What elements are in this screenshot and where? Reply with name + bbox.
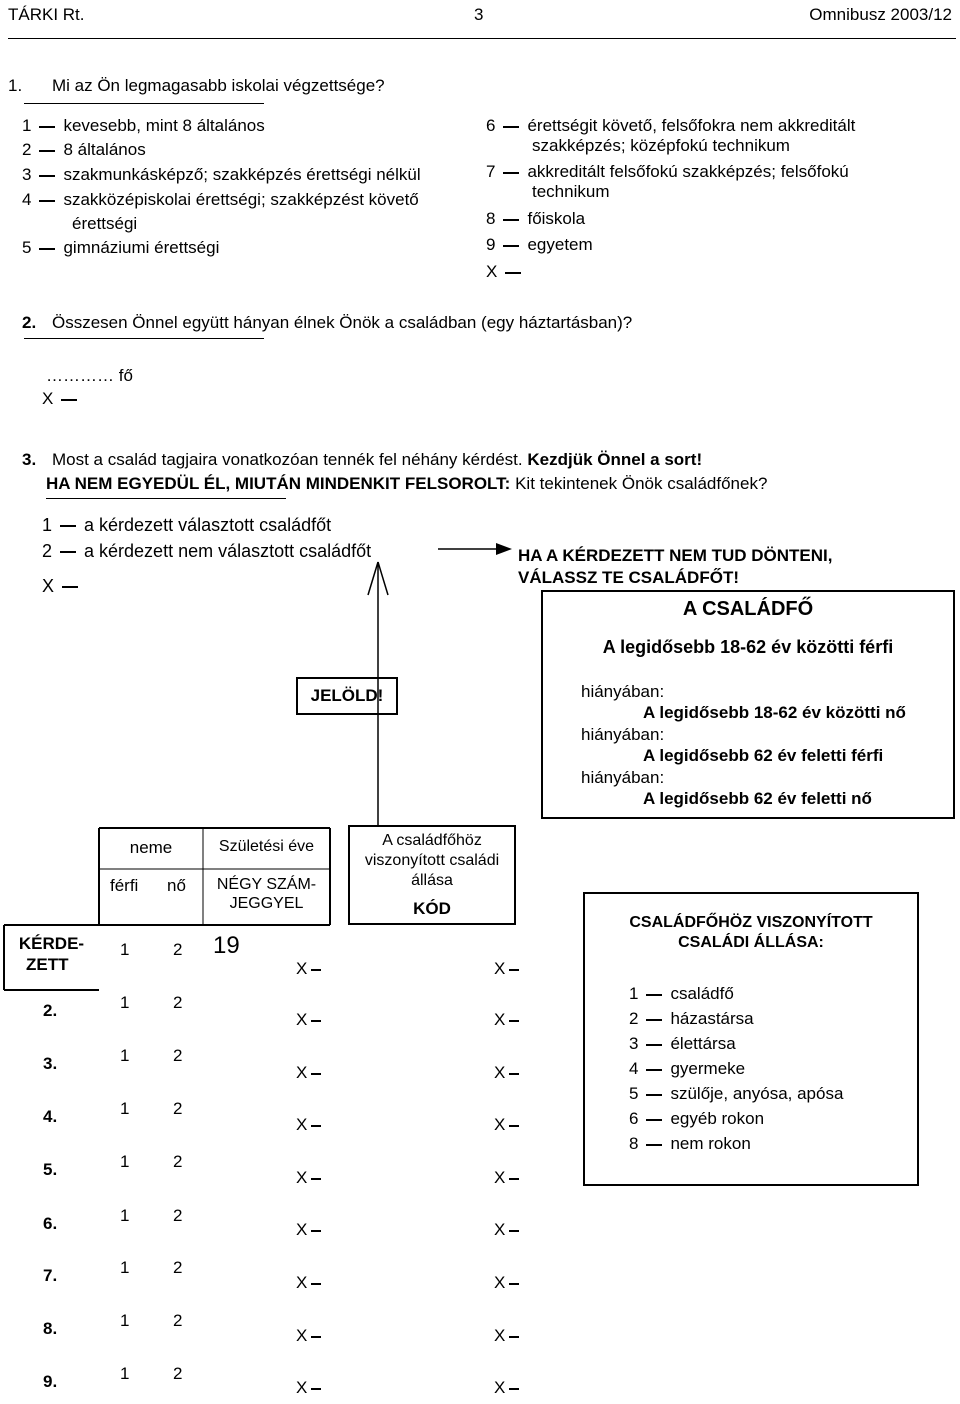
legend-label: családfő	[670, 984, 734, 1003]
x-code: X	[296, 1010, 308, 1029]
legend-code: 8	[629, 1134, 639, 1153]
dash	[311, 1388, 321, 1390]
row-label: 3.	[43, 1054, 58, 1073]
x-code: X	[494, 959, 506, 978]
rule-main: A legidősebb 18-62 év közötti nő	[643, 703, 906, 722]
q3-text-bold: Kezdjük Önnel a sort!	[527, 450, 703, 469]
legend-label: élettársa	[670, 1034, 736, 1053]
q3-number: 3.	[22, 450, 37, 469]
q3-line2-bold: HA NEM EGYEDÜL ÉL, MIUTÁN MINDENKIT FELSOROLT:	[46, 474, 511, 493]
header-right: Omnibusz 2003/12	[809, 5, 952, 24]
row-label: 5.	[43, 1160, 58, 1179]
q2-x-code: X	[42, 389, 54, 408]
gender-female-code[interactable]: 2	[173, 1364, 183, 1383]
x-code: X	[296, 1326, 308, 1345]
gender-male-code[interactable]: 1	[120, 1152, 130, 1171]
year-prefix: 19	[213, 932, 240, 959]
x-code: X	[494, 1168, 506, 1187]
gender-male-code[interactable]: 1	[120, 1099, 130, 1118]
option-label: a kérdezett nem választott családfőt	[84, 541, 372, 561]
gender-male-code[interactable]: 1	[120, 1046, 130, 1065]
dash	[509, 1125, 519, 1127]
x-code: X	[494, 1273, 506, 1292]
kod-header-label: KÓD	[413, 899, 451, 918]
dash	[646, 1044, 662, 1046]
dash	[509, 1388, 519, 1390]
col-neme: neme	[129, 838, 173, 857]
dash	[646, 1144, 662, 1146]
col-negy-szam-2: JEGGYEL	[229, 895, 304, 912]
legend-item	[629, 1034, 736, 1054]
legend-title-2: CSALÁDI ÁLLÁSA:	[678, 934, 824, 951]
row-label: 6.	[43, 1214, 58, 1233]
option-code: X	[486, 262, 498, 281]
legend-code: 2	[629, 1009, 639, 1028]
q1-text: Mi az Ön legmagasabb iskolai végzettsége?	[52, 76, 385, 95]
legend-item	[629, 1134, 751, 1154]
legend-item	[629, 984, 734, 1004]
birth-year-x-option[interactable]	[296, 1168, 321, 1188]
dash	[646, 1019, 662, 1021]
option-code: 8	[486, 209, 496, 228]
dash	[646, 1119, 662, 1121]
dash	[311, 1283, 321, 1285]
legend-label: házastársa	[670, 1009, 754, 1028]
legend-item	[629, 1009, 754, 1029]
q3-line2-normal: Kit tekintenek Önök családfőnek?	[510, 474, 768, 493]
rule-main: A legidősebb 62 év feletti nő	[643, 789, 872, 808]
option-label: érettségit követő, felsőfokra nem akkreditált	[527, 116, 856, 135]
row-label: 8.	[43, 1319, 58, 1338]
x-code: X	[296, 1220, 308, 1239]
gender-male-code[interactable]: 1	[120, 993, 130, 1012]
header-left: TÁRKI Rt.	[8, 5, 85, 24]
option-code: 1	[42, 515, 53, 535]
dash	[509, 1230, 519, 1232]
legend-box	[583, 892, 919, 1186]
x-code: X	[494, 1220, 506, 1239]
q1-number: 1.	[8, 76, 23, 95]
gender-female-code[interactable]: 2	[173, 940, 183, 959]
dash	[646, 994, 662, 996]
option-label-cont: szakképzés; középfokú technikum	[532, 136, 790, 155]
x-code: X	[494, 1115, 506, 1134]
rule-main: A legidősebb 62 év feletti férfi	[643, 746, 884, 765]
kod-header-2: viszonyított családi	[364, 852, 500, 869]
option-label: egyetem	[527, 235, 593, 254]
gender-male-code[interactable]: 1	[120, 1311, 130, 1330]
gender-female-code[interactable]: 2	[173, 1311, 183, 1330]
x-code: X	[296, 1273, 308, 1292]
kod-x-option[interactable]	[494, 1273, 519, 1293]
option-label: kevesebb, mint 8 általános	[63, 116, 265, 135]
option-label: szakmunkásképző; szakképzés érettségi nélkül	[63, 165, 421, 184]
kod-x-option[interactable]	[494, 1378, 519, 1398]
gender-female-code[interactable]: 2	[173, 993, 183, 1012]
rule-first: A legidősebb 18-62 év közötti férfi	[602, 637, 894, 657]
legend-label: egyéb rokon	[670, 1109, 765, 1128]
x-code: X	[494, 1063, 506, 1082]
option-label-cont: technikum	[532, 182, 610, 201]
legend-code: 3	[629, 1034, 639, 1053]
x-code: X	[296, 1168, 308, 1187]
option-code: 6	[486, 116, 496, 135]
kod-x-option[interactable]	[494, 1168, 519, 1188]
dash	[646, 1094, 662, 1096]
birth-year-x-option[interactable]	[296, 1010, 321, 1030]
x-code: X	[296, 959, 308, 978]
rule-pre: hiányában:	[581, 725, 665, 744]
legend-code: 1	[629, 984, 639, 1003]
row-label: 9.	[43, 1372, 58, 1391]
dash	[311, 1336, 321, 1338]
legend-item	[629, 1109, 764, 1129]
instruction-line1: HA A KÉRDEZETT NEM TUD DÖNTENI,	[518, 546, 833, 565]
legend-label: nem rokon	[670, 1134, 751, 1153]
q2-number: 2.	[22, 313, 37, 332]
option-label: akkreditált felsőfokú szakképzés; felsőfokú	[527, 162, 849, 181]
birth-year-x-option[interactable]	[296, 1273, 321, 1293]
kod-header-3: állása	[411, 872, 453, 889]
legend-item	[629, 1084, 843, 1104]
row-label: 4.	[43, 1107, 58, 1126]
birth-year-x-option[interactable]	[296, 959, 321, 979]
option-code: 4	[22, 190, 32, 209]
option-label: a kérdezett választott családfőt	[84, 515, 332, 535]
birth-year-x-option[interactable]	[296, 1220, 321, 1240]
option-code: X	[42, 576, 55, 596]
kod-x-option[interactable]	[494, 1326, 519, 1346]
legend-code: 5	[629, 1084, 639, 1103]
gender-female-code[interactable]: 2	[173, 1206, 183, 1225]
kod-x-option[interactable]	[494, 1063, 519, 1083]
option-code: 9	[486, 235, 496, 254]
instruction-line2: VÁLASSZ TE CSALÁDFŐT!	[518, 568, 739, 587]
legend-label: szülője, anyósa, apósa	[670, 1084, 844, 1103]
birth-year-x-option[interactable]	[296, 1378, 321, 1398]
dash	[509, 1020, 519, 1022]
birth-year-x-option[interactable]	[296, 1115, 321, 1135]
dash	[311, 1125, 321, 1127]
header-page-number: 3	[474, 5, 484, 24]
kerdezett-label-1: KÉRDE-	[18, 934, 85, 953]
dash	[311, 1073, 321, 1075]
x-code: X	[296, 1063, 308, 1082]
x-code: X	[494, 1326, 506, 1345]
rule-title: A CSALÁDFŐ	[682, 598, 814, 620]
dash	[509, 969, 519, 971]
q2-answer: ………… fő	[46, 366, 133, 385]
dash	[646, 1069, 662, 1071]
kod-x-option[interactable]	[494, 1010, 519, 1030]
row-label: 7.	[43, 1266, 58, 1285]
col-no: nő	[167, 876, 186, 895]
gender-female-code[interactable]: 2	[173, 1099, 183, 1118]
q3-text-normal: Most a család tagjaira vonatkozóan tennék fel néhány kérdést.	[52, 450, 528, 469]
gender-female-code[interactable]: 2	[173, 1046, 183, 1065]
gender-male-code[interactable]: 1	[120, 1364, 130, 1383]
option-label: gimnáziumi érettségi	[63, 238, 220, 257]
col-negy-szam-1: NÉGY SZÁM-	[216, 876, 317, 893]
col-szuletesi-eve: Születési éve	[218, 838, 315, 855]
jelold-label: JELÖLD!	[310, 686, 384, 705]
dash	[509, 1336, 519, 1338]
option-label: főiskola	[527, 209, 586, 228]
option-label-cont: érettségi	[72, 214, 138, 233]
gender-male-code[interactable]: 1	[120, 940, 130, 959]
kod-x-option[interactable]	[494, 1220, 519, 1240]
birth-year-x-option[interactable]	[296, 1326, 321, 1346]
kod-header-1: A családfőhöz	[382, 832, 482, 849]
gender-female-code[interactable]: 2	[173, 1258, 183, 1277]
col-ferfi: férfi	[110, 876, 139, 895]
option-code: 2	[42, 541, 53, 561]
legend-title-1: CSALÁDFŐHÖZ VISZONYÍTOTT	[629, 914, 873, 931]
gender-male-code[interactable]: 1	[120, 1206, 130, 1225]
option-label: 8 általános	[63, 140, 146, 159]
dash	[509, 1178, 519, 1180]
x-code: X	[494, 1010, 506, 1029]
legend-item	[629, 1059, 745, 1079]
legend-code: 6	[629, 1109, 639, 1128]
kod-x-option[interactable]	[494, 959, 519, 979]
rule-pre: hiányában:	[581, 768, 665, 787]
dash	[509, 1073, 519, 1075]
option-code: 5	[22, 238, 32, 257]
option-code: 7	[486, 162, 496, 181]
rule-pre: hiányában:	[581, 682, 665, 701]
gender-male-code[interactable]: 1	[120, 1258, 130, 1277]
legend-code: 4	[629, 1059, 639, 1078]
dash	[509, 1283, 519, 1285]
birth-year-x-option[interactable]	[296, 1063, 321, 1083]
x-code: X	[494, 1378, 506, 1397]
kod-x-option[interactable]	[494, 1115, 519, 1135]
legend-label: gyermeke	[670, 1059, 746, 1078]
x-code: X	[296, 1378, 308, 1397]
option-code: 2	[22, 140, 32, 159]
option-code: 1	[22, 116, 32, 135]
gender-female-code[interactable]: 2	[173, 1152, 183, 1171]
x-code: X	[296, 1115, 308, 1134]
dash	[311, 1020, 321, 1022]
row-label: 2.	[43, 1001, 58, 1020]
option-label: szakközépiskolai érettségi; szakképzést követő	[63, 190, 419, 209]
dash	[311, 1178, 321, 1180]
option-code: 3	[22, 165, 32, 184]
dash	[311, 1230, 321, 1232]
kerdezett-label-2: ZETT	[26, 955, 69, 974]
dash	[311, 969, 321, 971]
q2-text: Összesen Önnel együtt hányan élnek Önök a családban (egy háztartásban)?	[52, 313, 633, 332]
